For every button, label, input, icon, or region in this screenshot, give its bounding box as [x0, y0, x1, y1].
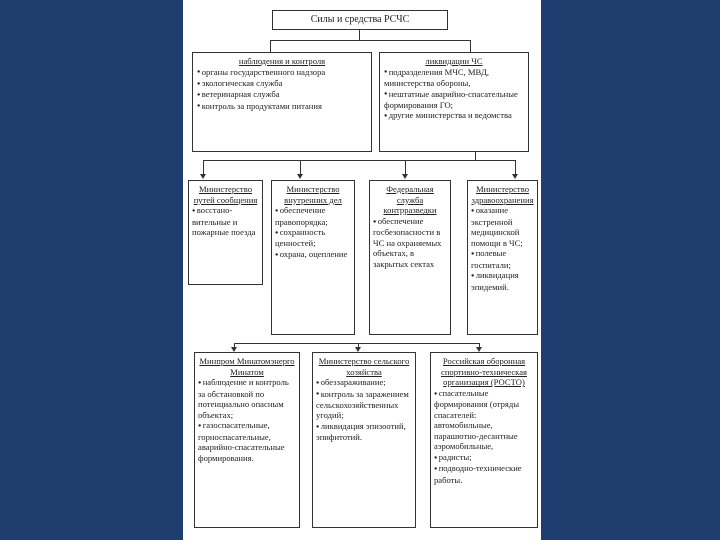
connector — [470, 40, 471, 52]
connector — [515, 160, 516, 174]
list-item: ● оказание экстренной медицинской помощи в ЧС; — [471, 205, 534, 248]
list-item: ● радисты; — [434, 452, 534, 463]
list-item: ● восстано-вительные и пожарные поезда — [192, 205, 259, 238]
list-item: ● обеспечение госбезопасности в ЧС на охраняемых объектах, в закрытых сектах — [373, 216, 447, 270]
arrow-head — [200, 174, 206, 179]
bottom-box-agriculture — [312, 352, 416, 528]
document-page — [183, 0, 541, 540]
connector — [475, 152, 476, 160]
box-title: Федеральная служба контрразведки — [383, 184, 437, 216]
connector — [359, 30, 360, 40]
list-item: ● подводно-технические работы. — [434, 463, 534, 485]
middle-box-counterintelligence — [369, 180, 451, 335]
connector — [270, 40, 271, 52]
diagram-title: Силы и средства РСЧС — [272, 10, 448, 30]
arrow-head — [402, 174, 408, 179]
connector — [234, 343, 479, 344]
list-item: ● сохранность ценностей; — [275, 227, 351, 249]
connector — [203, 160, 204, 174]
bottom-box-industry — [194, 352, 300, 528]
middle-box-interior — [271, 180, 355, 335]
box-title: Министерство путей сообщения — [193, 184, 258, 205]
bottom-box-rosto — [430, 352, 538, 528]
connector — [203, 160, 515, 161]
list-item: ● газоспасательные, горноспасательные, аварийно-спасательные формирования. — [198, 420, 296, 463]
list-item: ● ликвидация эпизоотий, эпифитотий. — [316, 421, 412, 443]
arrow-head — [297, 174, 303, 179]
box-title: Минпром Минатомэнерго Минатом — [199, 356, 295, 377]
arrow-head — [512, 174, 518, 179]
list-item: ● органы государственного надзора — [197, 67, 367, 78]
connector — [405, 160, 406, 174]
list-item: ● охрана, оцепление — [275, 249, 351, 260]
top-box-observation — [192, 52, 372, 152]
box-title: ликвидации ЧС — [425, 56, 483, 66]
list-item: ● ветеринарная служба — [197, 89, 367, 100]
middle-box-railways — [188, 180, 263, 285]
box-title: Министерство сельского хозяйства — [318, 356, 410, 377]
list-item: ● спасательные формирования (отряды спасателей: автомобильные, парашютно-десантные аэромобильные, — [434, 388, 534, 452]
connector — [300, 160, 301, 174]
list-item: ● обеспечение правопорядка; — [275, 205, 351, 227]
list-item: ● ликвидация эпидемий. — [471, 270, 534, 292]
top-box-liquidation — [379, 52, 529, 152]
list-item: ● обеззараживание; — [316, 377, 412, 388]
list-item: ● нештатные аварийно-спасательные формирования ГО; — [384, 89, 524, 111]
box-title: Министерство внутренних дел — [284, 184, 342, 205]
list-item: ● контроль за продуктами питания — [197, 101, 367, 112]
list-item: ● контроль за заражением сельскохозяйственных угодий; — [316, 389, 412, 422]
list-item: ● подразделения МЧС, МВД, министерства обороны, — [384, 67, 524, 89]
list-item: ● другие министерства и ведомства — [384, 110, 524, 121]
connector — [270, 40, 470, 41]
list-item: ● полевые госпитали; — [471, 248, 534, 270]
middle-box-health — [467, 180, 538, 335]
box-title: Министерство здравоохранения — [471, 184, 534, 205]
box-title: Российская оборонная спортивно-техническая организация (РОСТО) — [441, 356, 527, 388]
list-item: ● наблюдение и контроль за обстановкой по потенциально опасным объектах; — [198, 377, 296, 420]
list-item: ● экологическая служба — [197, 78, 367, 89]
box-title: наблюдения и контроля — [238, 56, 326, 66]
